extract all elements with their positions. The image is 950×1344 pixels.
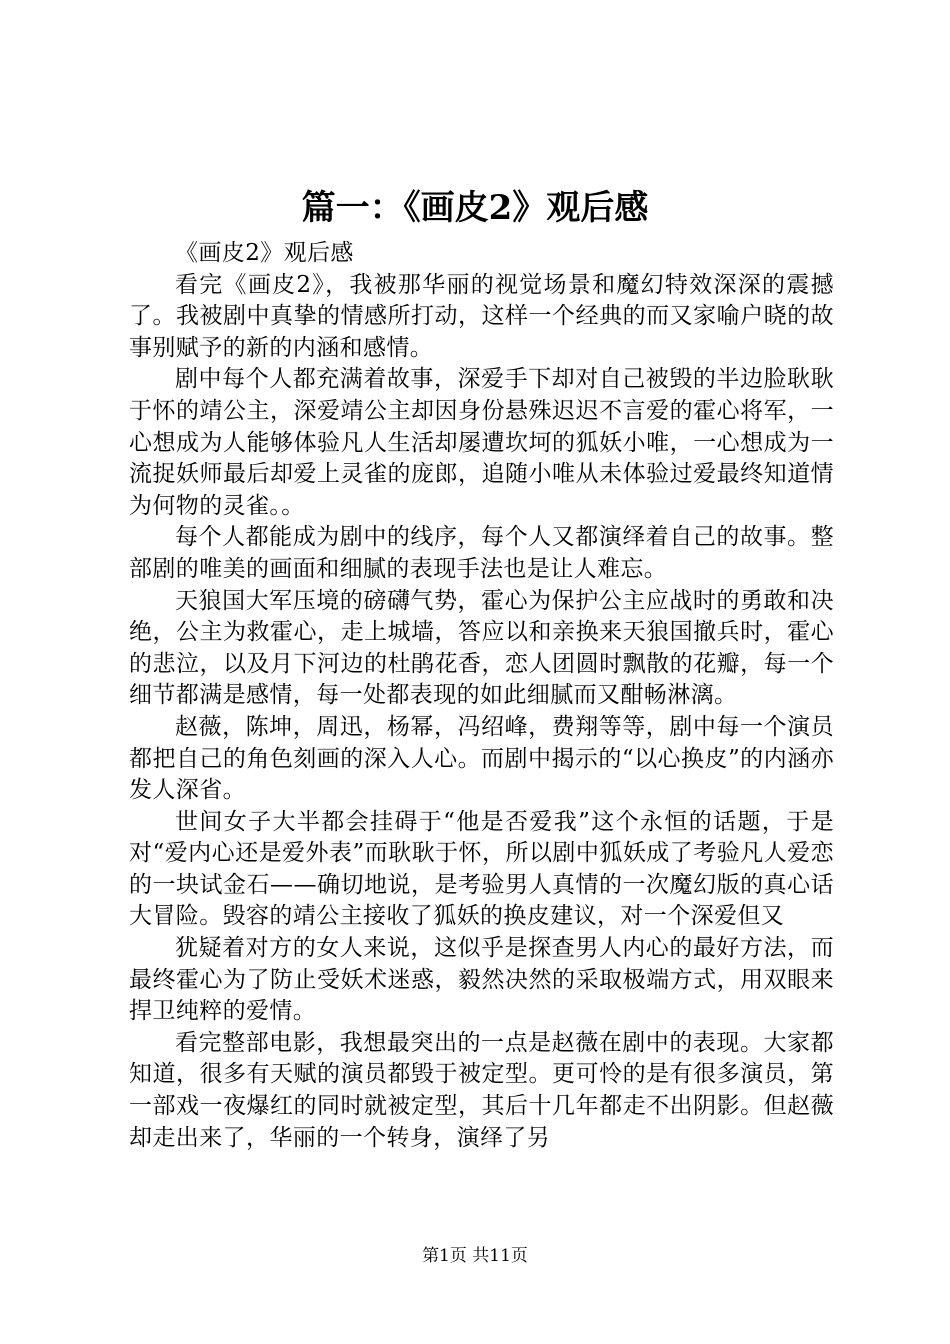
paragraph: 看完整部电影，我想最突出的一点是赵薇在剧中的表现。大家都知道，很多有天赋的演员都毁于被定型。更可怜的是有很多演员，第一部戏一夜爆红的同时就被定型，其后十几年都走不出阴影。但赵薇却走出来了，华丽的一个转身，演绎了另 [129,1029,834,1151]
page-title: 篇一：《画皮2》观后感 [301,188,649,228]
paragraph-subtitle: 《画皮2》观后感 [175,240,354,266]
paragraph: 犹疑着对方的女人来说，这似乎是探查男人内心的最好方法，而最终霍心为了防止受妖术迷惑，毅然决然的采取极端方式，用双眼来捍卫纯粹的爱情。 [129,935,834,1025]
paragraph: 剧中每个人都充满着故事，深爱手下却对自己被毁的半边脸耿耿于怀的靖公主，深爱靖公主却因身份悬殊迟迟不言爱的霍心将军，一心想成为人能够体验凡人生活却屡遭坎坷的狐妖小唯，一心想成为一流捉妖师最后却爱上灵雀的庞郎，追随小唯从未体验过爱最终知道情为何物的灵雀。。 [129,366,834,519]
page-footer: 第1页 共11页 [422,1246,528,1266]
document-body [129,238,834,1154]
paragraph: 看完《画皮2》，我被那华丽的视觉场景和魔幻特效深深的震撼了。我被剧中真挚的情感所打动，这样一个经典的而又家喻户晓的故事别赋予的新的内涵和感情。 [129,271,834,361]
paragraph: 天狼国大军压境的磅礴气势，霍心为保护公主应战时的勇敢和决绝，公主为救霍心，走上城墙，答应以和亲换来天狼国撤兵时，霍心的悲泣，以及月下河边的杜鹃花香，恋人团圆时飘散的花瓣，每一个细节都满是感情，每一处都表现的如此细腻而又酣畅淋漓。 [129,587,834,709]
paragraph: 世间女子大半都会挂碍于“他是否爱我”这个永恒的话题，于是对“爱内心还是爱外表”而耿耿于怀，所以剧中狐妖成了考验凡人爱恋的一块试金石——确切地说，是考验男人真情的一次魔幻版的真心话大冒险。毁容的靖公主接收了狐妖的换皮建议，对一个深爱但又 [129,808,834,930]
paragraph: 每个人都能成为剧中的线序，每个人又都演绎着自己的故事。整部剧的唯美的画面和细腻的表现手法也是让人难忘。 [129,524,834,582]
paragraph: 赵薇，陈坤，周迅，杨幂，冯绍峰，费翔等等，剧中每一个演员都把自己的角色刻画的深入人心。而剧中揭示的“以心换皮”的内涵亦发人深省。 [129,713,834,804]
